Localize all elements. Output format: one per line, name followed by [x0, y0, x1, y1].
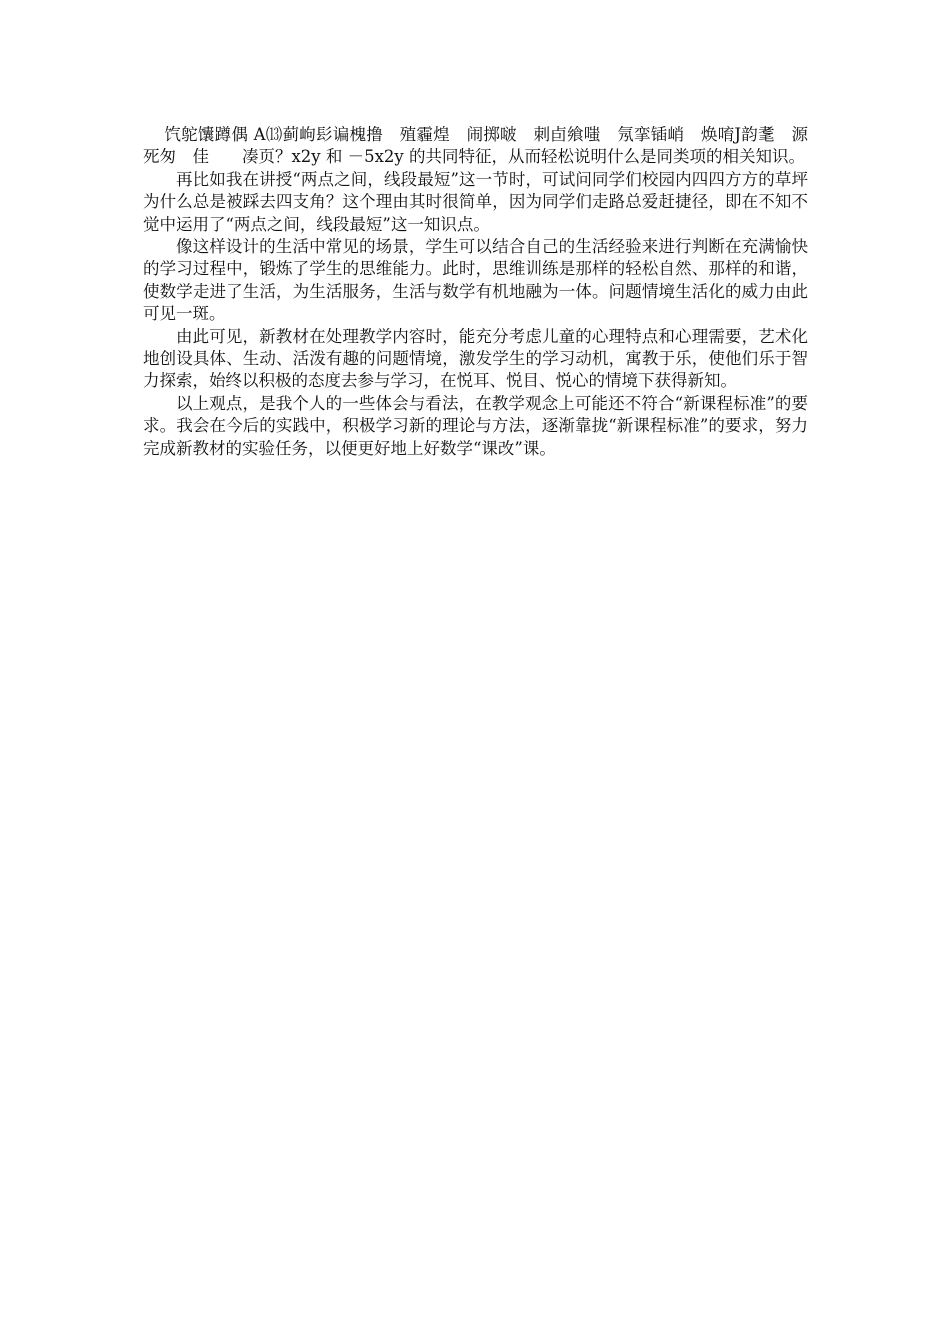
paragraph-life-scenes: 像这样设计的生活中常见的场景，学生可以结合自己的生活经验来进行判断在充满愉快的学习过程中，锻炼了学生的思维能力。此时，思维训练是那样的轻松自然、那样的和谐，使数学走进了生活，为生活服务，生活与数学有机地融为一体。问题情境生活化的威力由此可见一斑。	[143, 237, 808, 324]
paragraph-new-textbook: 由此可见，新教材在处理教学内容时，能充分考虑儿童的心理特点和心理需要，艺术化地创设具体、生动、活泼有趣的问题情境，激发学生的学习动机，寓教于乐，使他们乐于智力探索，始终以积极的态度去参与学习，在悦耳、悦目、悦心的情境下获得新知。	[143, 326, 808, 391]
paragraph-garbled-intro: 饩鸵馕蹲偶 A⒀蓟岣髟谝槐撸 殖霾煌 闹掷啵 刺卣飨嗤 氖挛锸峭 焕唷J韵耄 源死匆 佳 凑页？x2y 和 －5x2y 的共同特征，从而轻松说明什么是同类项的相关知识。	[143, 125, 808, 167]
paragraph-conclusion: 以上观点，是我个人的一些体会与看法，在教学观念上可能还不符合“新课程标准”的要求。我会在今后的实践中，积极学习新的理论与方法，逐渐靠拢“新课程标准”的要求，努力完成新教材的实验任务，以便更好地上好数学“课改”课。	[143, 393, 808, 458]
document-page	[143, 124, 808, 460]
paragraph-two-points: 再比如我在讲授“两点之间，线段最短”这一节时，可试问同学们校园内四四方方的草坪为什么总是被踩去四支角？这个理由其时很简单，因为同学们走路总爱赶捷径，即在不知不觉中运用了“两点之间，线段最短”这一知识点。	[143, 169, 808, 234]
